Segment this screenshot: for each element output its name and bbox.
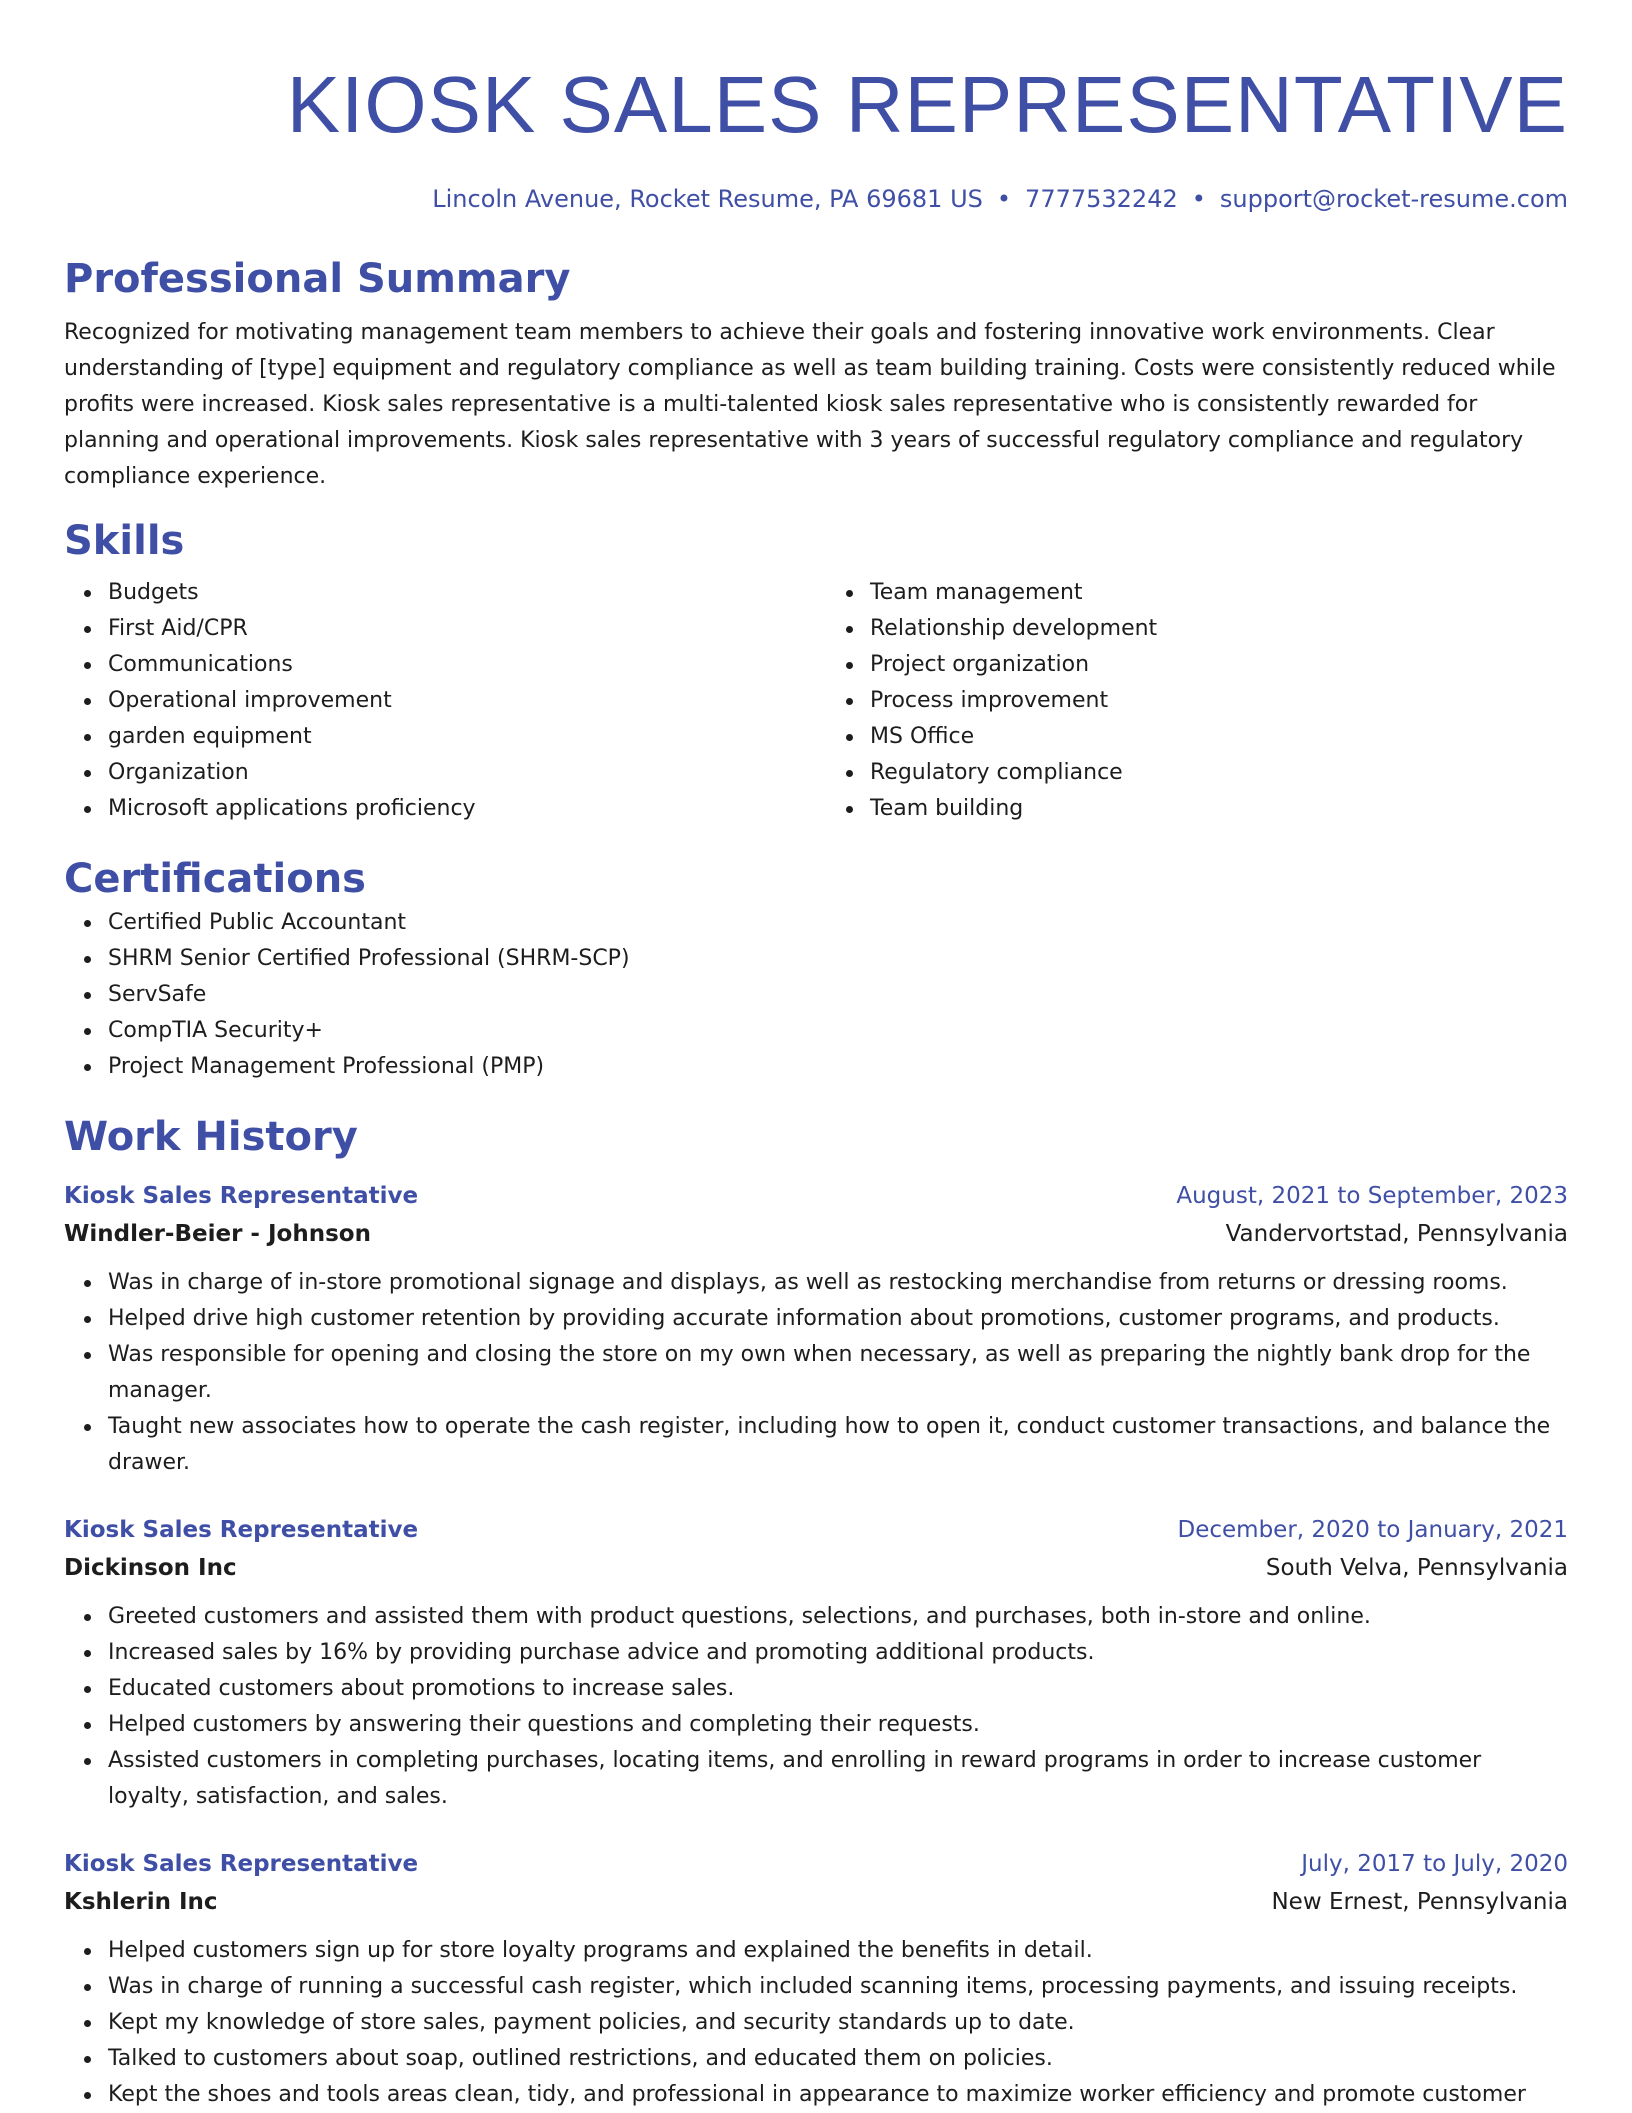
job-bullet: Kept my knowledge of store sales, payment policies, and security standards up to date.	[64, 2005, 1568, 2041]
job-bullets	[64, 1265, 1568, 1481]
skills-list-right	[826, 575, 1568, 827]
job-bullets	[64, 1599, 1568, 1815]
job-entry	[64, 1845, 1568, 2113]
skill-item: Organization	[64, 755, 806, 791]
skills-grid	[64, 575, 1568, 827]
skill-item: Team management	[826, 575, 1568, 611]
job-company: Windler-Beier - Johnson	[64, 1221, 371, 1247]
job-header-row	[64, 1511, 1568, 1549]
job-company: Dickinson Inc	[64, 1555, 237, 1581]
job-header-row	[64, 1177, 1568, 1215]
job-bullet: Was in charge of in-store promotional signage and displays, as well as restocking merchandise from returns or dressing rooms.	[64, 1265, 1568, 1301]
skills-list-left	[64, 575, 806, 827]
job-bullets	[64, 1933, 1568, 2113]
skill-item: First Aid/CPR	[64, 611, 806, 647]
skill-item: Regulatory compliance	[826, 755, 1568, 791]
job-bullet: Educated customers about promotions to increase sales.	[64, 1671, 1568, 1707]
job-location: Vandervortstad, Pennsylvania	[1225, 1221, 1568, 1247]
job-entry	[64, 1511, 1568, 1815]
job-company-row	[64, 1883, 1568, 1921]
resume-page	[64, 0, 1568, 2113]
contact-email[interactable]: support@rocket-resume.com	[1219, 185, 1568, 213]
skill-item: MS Office	[826, 719, 1568, 755]
job-location: South Velva, Pennsylvania	[1265, 1555, 1568, 1581]
skill-item: Microsoft applications proficiency	[64, 791, 806, 827]
job-company: Kshlerin Inc	[64, 1889, 218, 1915]
contact-line	[64, 183, 1568, 215]
job-bullet: Talked to customers about soap, outlined restrictions, and educated them on policies.	[64, 2041, 1568, 2077]
skill-item: Communications	[64, 647, 806, 683]
certification-item: Certified Public Accountant	[64, 905, 1568, 941]
summary-heading: Professional Summary	[64, 256, 571, 302]
skill-item: Process improvement	[826, 683, 1568, 719]
skill-item: Project organization	[826, 647, 1568, 683]
job-company-row	[64, 1549, 1568, 1587]
summary-text: Recognized for motivating management team members to achieve their goals and fostering innovative work environments. Clear understanding of [type] equipment and regulatory compliance as well as team building training. Costs were consistently reduced while profits were increased. Kiosk sales representative is a multi-talented kiosk sales representative who is consistently rewarded for planning and operational improvements. Kiosk sales representative with 3 years of successful regulatory compliance and regulatory compliance experience.	[64, 320, 1556, 489]
certifications-heading: Certifications	[64, 856, 366, 902]
skill-item: Operational improvement	[64, 683, 806, 719]
contact-separator: •	[1191, 185, 1206, 213]
job-bullet: Helped drive high customer retention by providing accurate information about promotions, customer programs, and products.	[64, 1301, 1568, 1337]
certification-item: ServSafe	[64, 977, 1568, 1013]
certification-item: SHRM Senior Certified Professional (SHRM-SCP)	[64, 941, 1568, 977]
job-bullet: Was in charge of running a successful cash register, which included scanning items, processing payments, and issuing receipts.	[64, 1969, 1568, 2005]
job-bullet: Taught new associates how to operate the cash register, including how to open it, conduct customer transactions, and balance the drawer.	[64, 1409, 1568, 1481]
job-location: New Ernest, Pennsylvania	[1271, 1889, 1568, 1915]
job-title: Kiosk Sales Representative	[64, 1183, 419, 1209]
certifications-list	[64, 905, 1568, 1085]
job-title: Kiosk Sales Representative	[64, 1851, 419, 1877]
skill-item: Relationship development	[826, 611, 1568, 647]
job-bullet: Was responsible for opening and closing the store on my own when necessary, as well as preparing the nightly bank drop for the manager.	[64, 1337, 1568, 1409]
job-dates: July, 2017 to July, 2020	[1301, 1851, 1568, 1877]
skill-item: garden equipment	[64, 719, 806, 755]
contact-address: Lincoln Avenue, Rocket Resume, PA 69681 US	[432, 185, 983, 213]
skills-heading: Skills	[64, 518, 185, 564]
skill-item: Budgets	[64, 575, 806, 611]
job-dates: August, 2021 to September, 2023	[1176, 1183, 1568, 1209]
job-bullet: Kept the shoes and tools areas clean, tidy, and professional in appearance to maximize worker efficiency and promote customer	[64, 2077, 1568, 2113]
job-header-row	[64, 1845, 1568, 1883]
resume-title: KIOSK SALES REPRESENTATIVE	[286, 60, 1568, 149]
job-bullet: Greeted customers and assisted them with product questions, selections, and purchases, both in-store and online.	[64, 1599, 1568, 1635]
job-company-row	[64, 1215, 1568, 1253]
certification-item: CompTIA Security+	[64, 1013, 1568, 1049]
job-title: Kiosk Sales Representative	[64, 1517, 419, 1543]
job-bullet: Helped customers by answering their questions and completing their requests.	[64, 1707, 1568, 1743]
skill-item: Team building	[826, 791, 1568, 827]
job-bullet: Assisted customers in completing purchases, locating items, and enrolling in reward programs in order to increase customer loyalty, satisfaction, and sales.	[64, 1743, 1568, 1815]
job-bullet: Helped customers sign up for store loyalty programs and explained the benefits in detail.	[64, 1933, 1568, 1969]
work-history-heading: Work History	[64, 1114, 358, 1160]
contact-separator: •	[996, 185, 1012, 213]
job-entry	[64, 1177, 1568, 1481]
contact-phone: 7777532242	[1025, 185, 1178, 213]
job-dates: December, 2020 to January, 2021	[1177, 1517, 1568, 1543]
job-bullet: Increased sales by 16% by providing purchase advice and promoting additional products.	[64, 1635, 1568, 1671]
certification-item: Project Management Professional (PMP)	[64, 1049, 1568, 1085]
